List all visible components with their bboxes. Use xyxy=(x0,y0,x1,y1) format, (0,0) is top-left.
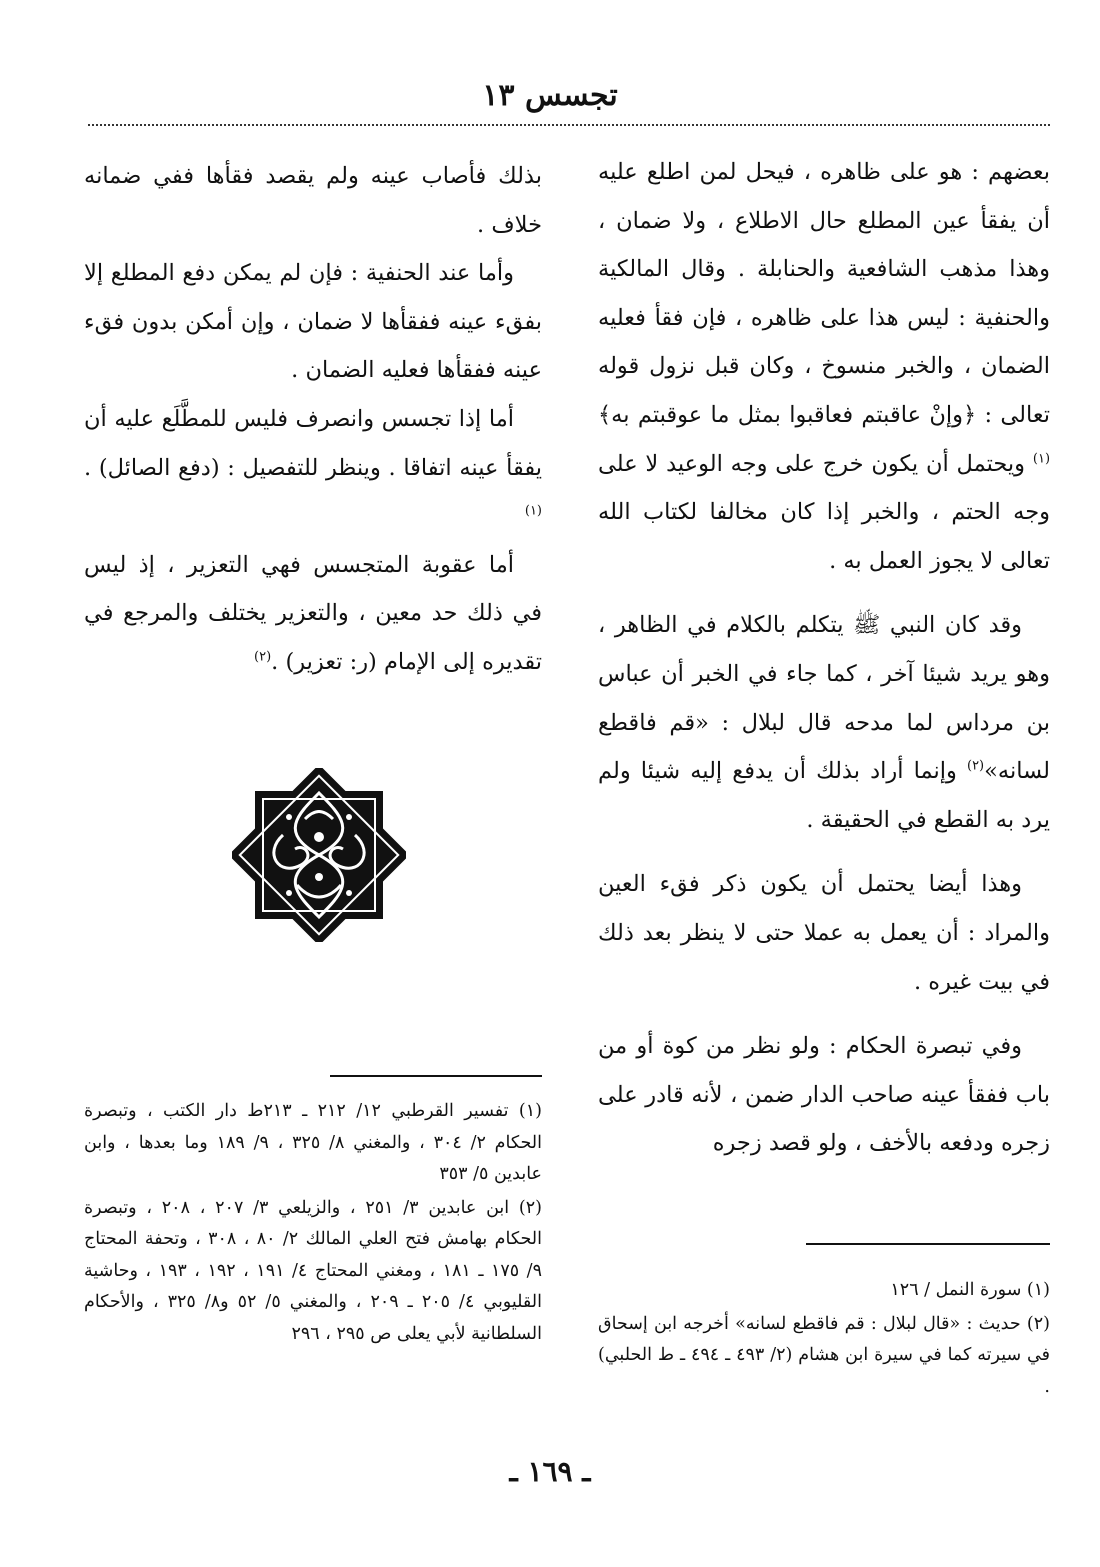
paragraph xyxy=(84,541,542,687)
right-text-column xyxy=(598,148,1050,1168)
paragraph: وأما عند الحنفية : فإن لم يمكن دفع المطلع إلا بفقء عينه ففقأها لا ضمان ، وإن أمكن بدون فقء عينه ففقأها فعليه الضمان . xyxy=(84,260,542,384)
paragraph: بذلك فأصاب عينه ولم يقصد فقأها ففي ضمانه خلاف . xyxy=(84,163,542,238)
paragraph-text: أما عقوبة المتجسس فهي التعزير ، إذ ليس في ذلك حد معين ، والتعزير يختلف والمرجع في تقديره إلى الإمام (ر: تعزير) . xyxy=(84,551,542,675)
paragraph xyxy=(598,148,1050,585)
footnote-ref: (١) xyxy=(524,503,542,519)
header-dotted-rule xyxy=(88,124,1050,126)
arabesque-star-ornament-icon xyxy=(232,768,406,942)
footnote: (١) سورة النمل / ١٢٦ xyxy=(890,1280,1050,1300)
footnote-ref: (١) xyxy=(1032,451,1051,467)
footnote-ref: (٢) xyxy=(254,649,272,665)
page-number: ـ ١٦٩ ـ xyxy=(509,1455,591,1488)
footnote-ref: (٢) xyxy=(966,758,985,774)
footnotes-left xyxy=(84,1096,542,1352)
paragraph-text: بعضهم : هو على ظاهره ، فيحل لمن اطلع عليه أن يفقأ عين المطلع حال الاطلاع ، ولا ضمان ، وهذا مذهب الشافعية والحنابلة . وقال المالكية والحنفية : ليس هذا على ظاهره ، فإن فقأ فعليه الضمان ، والخبر منسوخ ، وكان قبل نزول قوله تعالى : ﴿وإنْ عاقبتم فعاقبوا بمثل ما عوقبتم به﴾ xyxy=(598,159,1050,428)
paragraph: وهذا أيضا يحتمل أن يكون ذكر فقء العين والمراد : أن يعمل به عملا حتى لا ينظر بعد ذلك في بيت غيره . xyxy=(598,871,1050,995)
footnote-rule-right xyxy=(806,1243,1050,1245)
paragraph-text: ويحتمل أن يكون خرج على وجه الوعيد لا على وجه الحتم ، والخبر إذا كان مخالفا لكتاب الله تعالى لا يجوز العمل به . xyxy=(598,450,1050,574)
page-header-title: تجسس ١٣ xyxy=(482,78,618,113)
paragraph-text: وقد كان النبي ﷺ يتكلم بالكلام في الظاهر ، وهو يريد شيئا آخر ، كما جاء في الخبر أن عباس بن مرداس لما مدحه قال لبلال : «قم فاقطع لسانه» xyxy=(598,612,1050,785)
paragraph: وفي تبصرة الحكام : ولو نظر من كوة أو من باب ففقأ عينه صاحب الدار ضمن ، لأنه قادر على زجره ودفعه بالأخف ، ولو قصد زجره xyxy=(598,1033,1050,1157)
footnote-rule-left xyxy=(330,1075,542,1077)
paragraph-text: وإنما أراد بذلك أن يدفع إليه شيئا ولم يرد به القطع في الحقيقة . xyxy=(598,758,1050,833)
footnote: (٢) حديث : «قال لبلال : قم فاقطع لسانه» أخرجه ابن إسحاق في سيرته كما في سيرة ابن هشام (٢/ ٤٩٣ ـ ٤٩٤ ـ ط الحلبي) . xyxy=(598,1313,1050,1397)
footnotes-right xyxy=(598,1275,1050,1405)
paragraph xyxy=(84,395,542,541)
paragraph-text: أما إذا تجسس وانصرف فليس للمطَّلَع عليه أن يفقأ عينه اتفاقا . وينظر للتفصيل : (دفع الصائل) . xyxy=(84,405,542,481)
footnote: (٢) ابن عابدين ٣/ ٢٥١ ، والزيلعي ٣/ ٢٠٧ ، ٢٠٨ ، وتبصرة الحكام بهامش فتح العلي المالك ٢/ ٨٠ ، ٣٠٨ ، وتحفة المحتاج ٩/ ١٧٥ ـ ١٨١ ، ومغني المحتاج ٤/ ١٩١ ، ١٩٢ ، ١٩٣ ، وحاشية القليوبي ٤/ ٢٠٥ ـ ٢٠٩ ، والمغني ٥/ ٥٢ و٨/ ٣٢٥ ، والأحكام السلطانية لأبي يعلى ص ٢٩٥ ، ٢٩٦ xyxy=(84,1197,542,1344)
left-text-column xyxy=(84,152,542,687)
paragraph xyxy=(598,601,1050,844)
footnote: (١) تفسير القرطبي ١٢/ ٢١٢ ـ ٢١٣ط دار الكتب ، وتبصرة الحكام ٢/ ٣٠٤ ، والمغني ٨/ ٣٢٥ ، ٩/ ١٨٩ وما بعدها ، وابن عابدين ٥/ ٣٥٣ xyxy=(84,1101,542,1184)
